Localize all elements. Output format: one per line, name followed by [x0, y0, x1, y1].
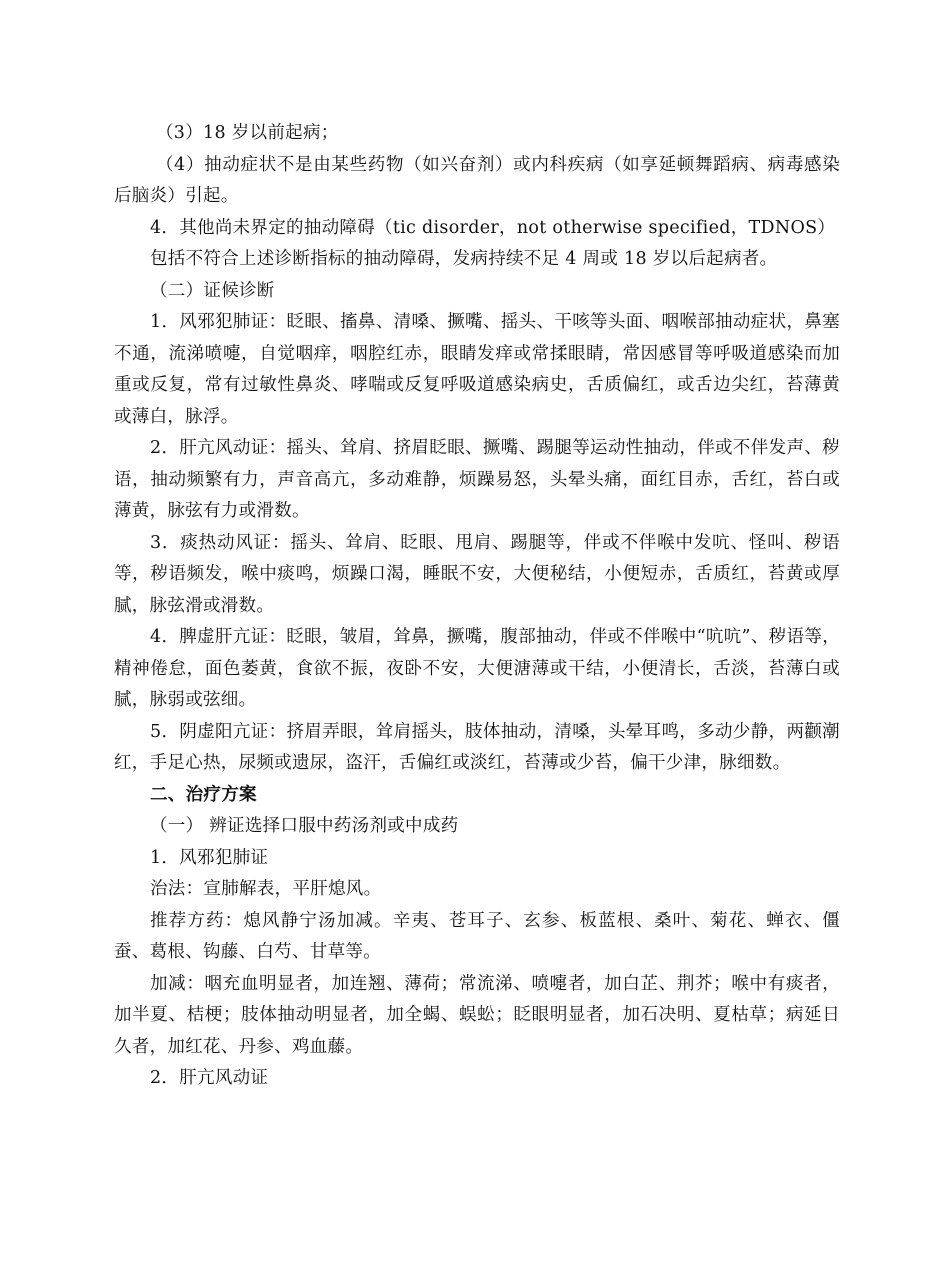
document-body	[114, 118, 840, 1095]
section-4-body: 包括不符合上述诊断指标的抽动障碍，发病持续不足 4 周或 18 岁以后起病者。	[150, 249, 778, 269]
treatment-1-modifications: 加减：咽充血明显者，加连翘、薄荷；常流涕、喷嚏者，加白芷、荆芥；喉中有痰者，加半夏、桔梗；肢体抽动明显者，加全蝎、蜈蚣；眨眼明显者，加石决明、夏枯草；病延日久者，加红花、丹参、鸡血藤。	[114, 973, 840, 1057]
section-4-title: 4．其他尚未界定的抽动障碍（tic disorder，not otherwise specified，TDNOS）	[150, 217, 836, 238]
syndrome-1-paragraph: 1．风邪犯肺证：眨眼、搐鼻、清嗓、撅嘴、摇头、干咳等头面、咽喉部抽动症状，鼻塞不通，流涕喷嚏，自觉咽痒，咽腔红赤，眼睛发痒或常揉眼睛，常因感冒等呼吸道感染而加重或反复，常有过敏性鼻炎、哮喘或反复呼吸道感染病史，舌质偏红，或舌边尖红，苔薄黄或薄白，脉浮。	[114, 312, 840, 427]
treatment-1-prescription: 推荐方药：熄风静宁汤加减。辛夷、苍耳子、玄参、板蓝根、桑叶、菊花、蝉衣、僵蚕、葛根、钩藤、白芍、甘草等。	[114, 910, 840, 962]
syndrome-2-paragraph: 2．肝亢风动证：摇头、耸肩、挤眉眨眼、撅嘴、踢腿等运动性抽动，伴或不伴发声、秽语，抽动频繁有力，声音高亢，多动难静，烦躁易怒，头晕头痛，面红目赤，舌红，苔白或薄黄，脉弦有力或滑数。	[114, 438, 840, 521]
treatment-plan-heading: 二、治疗方案	[150, 784, 257, 805]
syndrome-5-paragraph: 5．阴虚阳亢证：挤眉弄眼，耸肩摇头，肢体抽动，清嗓，头晕耳鸣，多动少静，两颧潮红，手足心热，尿频或遗尿，盗汗，舌偏红或淡红，苔薄或少苔，偏干少津，脉细数。	[114, 721, 840, 773]
treatment-2-title: 2．肝亢风动证	[150, 1068, 269, 1088]
criterion-4: （4）抽动症状不是由某些药物（如兴奋剂）或内科疾病（如享延顿舞蹈病、病毒感染后脑炎）引起。	[114, 154, 840, 206]
treatment-1-title: 1．风邪犯肺证	[150, 847, 269, 868]
syndrome-4-paragraph: 4．脾虚肝亢证：眨眼，皱眉，耸鼻，撅嘴，腹部抽动，伴或不伴喉中“吭吭”、秽语等，精神倦怠，面色萎黄，食欲不振，夜卧不安，大便溏薄或干结，小便清长，舌淡，苔薄白或腻，脉弱或弦细。	[114, 627, 840, 710]
criterion-3: （3）18 岁以前起病；	[156, 123, 339, 143]
treatment-1-method: 治法：宣肺解表，平肝熄风。	[150, 879, 382, 899]
syndrome-diagnosis-heading: （二）证候诊断	[150, 280, 275, 301]
oral-medicine-subheading: （一） 辨证选择口服中药汤剂或中成药	[150, 816, 459, 836]
syndrome-3-paragraph: 3．痰热动风证：摇头、耸肩、眨眼、甩肩、踢腿等，伴或不伴喉中发吭、怪叫、秽语等，秽语频发，喉中痰鸣，烦躁口渴，睡眠不安，大便秘结，小便短赤，舌质红，苔黄或厚腻，脉弦滑或滑数。	[114, 532, 840, 616]
